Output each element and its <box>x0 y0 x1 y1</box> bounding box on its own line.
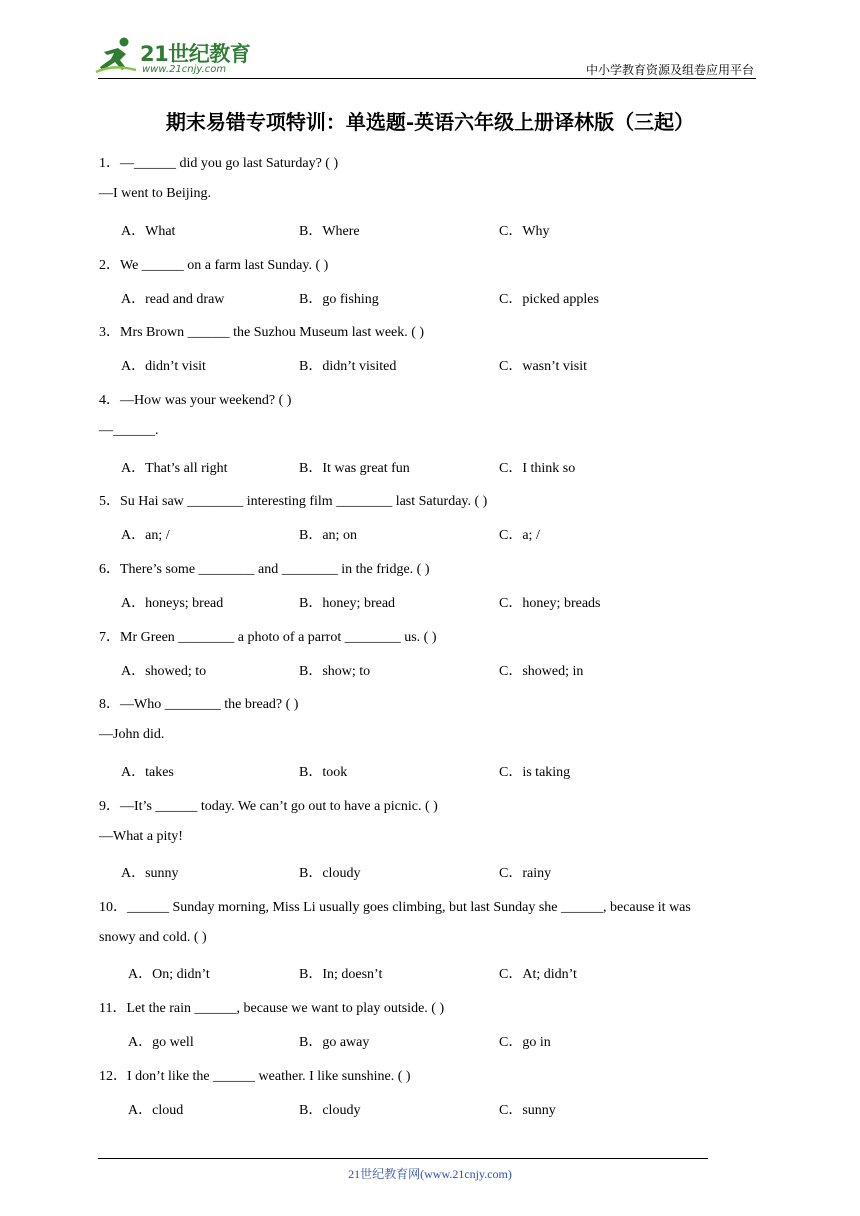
question-10-option-c: C．At; didn’t <box>499 967 577 982</box>
question-12-option-c: C．sunny <box>499 1103 556 1118</box>
question-10-option-a: A．On; didn’t <box>128 967 210 982</box>
question-8-line-2: —John did. <box>99 727 165 742</box>
question-9-line-2: —What a pity! <box>99 829 183 844</box>
question-5-option-c: C．a; / <box>499 528 540 543</box>
question-4-stem: 4．—How was your weekend? ( ) <box>99 393 292 408</box>
question-1-option-c: C．Why <box>499 224 550 239</box>
footer-link[interactable]: 21世纪教育网(www.21cnjy.com) <box>348 1167 512 1181</box>
question-9-option-a: A．sunny <box>121 866 179 881</box>
logo-subtext: www.21cnjy.com <box>142 64 227 75</box>
question-7-stem: 7．Mr Green ________ a photo of a parrot ________ us. ( ) <box>99 630 437 645</box>
question-8-option-b: B．took <box>299 765 348 780</box>
header-divider <box>98 78 756 79</box>
question-10-option-b: B．In; doesn’t <box>299 967 383 982</box>
question-9-option-b: B．cloudy <box>299 866 361 881</box>
page-header <box>0 0 860 80</box>
question-1-line-2: —I went to Beijing. <box>99 186 211 201</box>
question-6-option-b: B．honey; bread <box>299 596 396 611</box>
question-5-option-b: B．an; on <box>299 528 357 543</box>
question-8-option-c: C．is taking <box>499 765 571 780</box>
question-3-option-c: C．wasn’t visit <box>499 359 588 374</box>
question-2-option-a: A．read and draw <box>121 292 225 307</box>
question-11-option-a: A．go well <box>128 1035 194 1050</box>
runner-logo-icon <box>94 36 138 76</box>
question-3-option-b: B．didn’t visited <box>299 359 397 374</box>
question-12-option-a: A．cloud <box>128 1103 184 1118</box>
question-7-option-b: B．show; to <box>299 664 371 679</box>
page-title: 期末易错专项特训：单选题-英语六年级上册译林版（三起） <box>165 110 695 134</box>
logo <box>94 36 264 80</box>
platform-label: 中小学教育资源及组卷应用平台 <box>585 63 754 77</box>
question-8-stem: 8．—Who ________ the bread? ( ) <box>99 697 299 712</box>
question-12-option-b: B．cloudy <box>299 1103 361 1118</box>
question-11-option-b: B．go away <box>299 1035 370 1050</box>
question-4-option-b: B．It was great fun <box>299 461 410 476</box>
question-5-option-a: A．an; / <box>121 528 170 543</box>
question-10-stem: 10．______ Sunday morning, Miss Li usually goes climbing, but last Sunday she ______, because it was <box>99 900 691 915</box>
question-6-option-a: A．honeys; bread <box>121 596 224 611</box>
question-4-line-2: —______. <box>99 423 159 438</box>
question-2-option-c: C．picked apples <box>499 292 599 307</box>
question-1-option-a: A．What <box>121 224 176 239</box>
question-11-option-c: C．go in <box>499 1035 551 1050</box>
question-2-stem: 2．We ______ on a farm last Sunday. ( ) <box>99 258 329 273</box>
question-4-option-a: A．That’s all right <box>121 461 228 476</box>
question-3-stem: 3．Mrs Brown ______ the Suzhou Museum last week. ( ) <box>99 325 425 340</box>
question-4-option-c: C．I think so <box>499 461 576 476</box>
question-10-line-2: snowy and cold. ( ) <box>99 930 207 945</box>
question-7-option-c: C．showed; in <box>499 664 584 679</box>
question-5-stem: 5．Su Hai saw ________ interesting film ________ last Saturday. ( ) <box>99 494 488 509</box>
question-2-option-b: B．go fishing <box>299 292 379 307</box>
question-11-stem: 11．Let the rain ______, because we want to play outside. ( ) <box>99 1001 445 1016</box>
question-8-option-a: A．takes <box>121 765 174 780</box>
question-1-option-b: B．Where <box>299 224 360 239</box>
footer-divider <box>98 1158 708 1159</box>
question-3-option-a: A．didn’t visit <box>121 359 206 374</box>
question-9-option-c: C．rainy <box>499 866 552 881</box>
question-6-option-c: C．honey; breads <box>499 596 601 611</box>
logo-text: 21世纪教育 <box>140 42 251 66</box>
question-6-stem: 6．There’s some ________ and ________ in the fridge. ( ) <box>99 562 430 577</box>
question-9-stem: 9．—It’s ______ today. We can’t go out to have a picnic. ( ) <box>99 799 438 814</box>
question-1-stem: 1．—______ did you go last Saturday? ( ) <box>99 156 339 171</box>
question-7-option-a: A．showed; to <box>121 664 207 679</box>
question-12-stem: 12．I don’t like the ______ weather. I like sunshine. ( ) <box>99 1069 411 1084</box>
